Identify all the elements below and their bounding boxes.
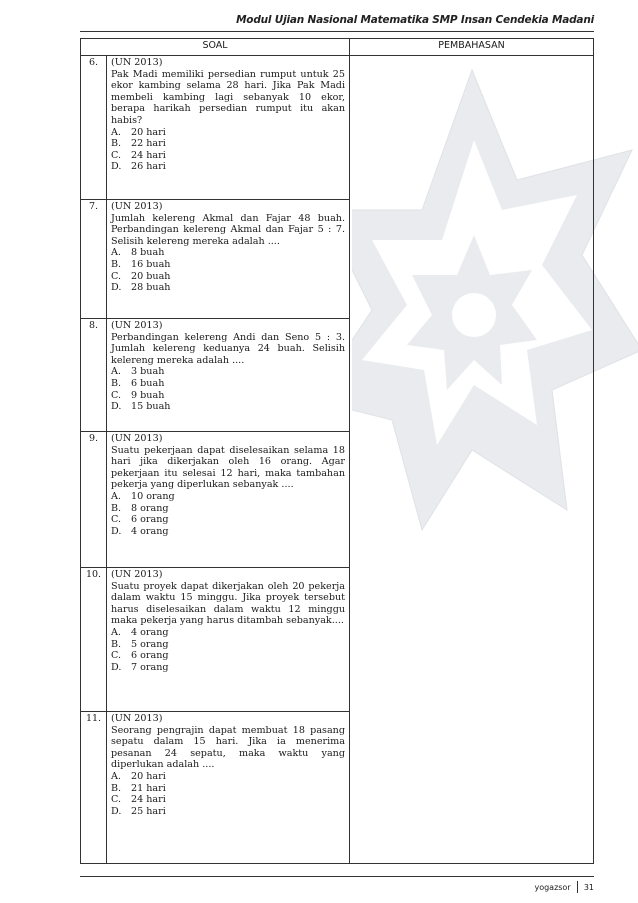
option-text: 20 buah (131, 270, 171, 282)
option-d (111, 662, 345, 674)
option-d (111, 282, 345, 294)
option-d (111, 161, 345, 173)
option-c (111, 150, 345, 162)
pembahasan-cell (350, 56, 594, 864)
option-text: 5 orang (131, 638, 169, 650)
question-cell (107, 56, 350, 200)
question-cell (107, 319, 350, 432)
option-a (111, 491, 345, 503)
option-c (111, 794, 345, 806)
question-source: (UN 2013) (111, 320, 163, 331)
option-letter: D. (111, 282, 122, 294)
question-text: Jumlah kelereng Akmal dan Fajar 48 buah. Perbandingan kelereng Akmal dan Fajar 5 : 7. Selisih kelereng mereka adalah .... (111, 212, 346, 247)
option-a (111, 127, 345, 139)
option-letter: D. (111, 401, 122, 413)
option-letter: D. (111, 805, 122, 817)
question-source: (UN 2013) (111, 433, 163, 444)
question-number: 8. (81, 319, 107, 432)
question-source: (UN 2013) (111, 57, 163, 68)
option-text: 8 buah (131, 247, 165, 259)
option-text: 15 buah (131, 401, 171, 413)
question-text: Pak Madi memiliki persedian rumput untuk 25 ekor kambing selama 28 hari. Jika Pak Madi membeli kambing lagi sebanyak 10 ekor, berapa harikah persedian rumput itu akan habis? (111, 68, 346, 126)
option-text: 25 hari (131, 805, 166, 817)
option-text: 24 hari (131, 794, 166, 806)
option-letter: A. (111, 366, 121, 378)
question-cell (107, 432, 350, 568)
option-c (111, 271, 345, 283)
footer-divider (80, 876, 594, 877)
option-letter: B. (111, 782, 122, 794)
question-cell (107, 712, 350, 864)
option-text: 16 buah (131, 258, 171, 270)
option-c (111, 514, 345, 526)
option-c (111, 390, 345, 402)
footer-author: yogazsor (534, 882, 571, 892)
footer-separator (577, 881, 578, 893)
option-a (111, 247, 345, 259)
option-text: 20 hari (131, 770, 166, 782)
question-text: Suatu pekerjaan dapat diselesaikan selama 18 hari jika dikerjakan oleh 16 orang. Agar pekerjaan itu selesai 12 hari, maka tambahan pekerja yang diperlukan sebanyak .... (111, 444, 346, 491)
option-text: 9 buah (131, 389, 165, 401)
header-divider (80, 31, 594, 32)
option-letter: D. (111, 161, 122, 173)
question-text: Suatu proyek dapat dikerjakan oleh 20 pekerja dalam waktu 15 minggu. Jika proyek tersebut harus diselesaikan dalam waktu 12 minggu maka pekerja yang harus ditambah sebanyak.... (111, 580, 346, 627)
question-number: 9. (81, 432, 107, 568)
option-letter: B. (111, 258, 122, 270)
option-text: 10 orang (131, 490, 175, 502)
question-source: (UN 2013) (111, 569, 163, 580)
option-text: 20 hari (131, 126, 166, 138)
table-row (81, 56, 594, 200)
question-text: Seorang pengrajin dapat membuat 18 pasang sepatu dalam 15 hari. Jika ia menerima pesanan 24 sepatu, maka waktu yang diperlukan adalah .... (111, 724, 346, 771)
option-text: 4 orang (131, 525, 169, 537)
option-b (111, 783, 345, 795)
option-letter: C. (111, 149, 122, 161)
option-b (111, 259, 345, 271)
option-text: 4 orang (131, 626, 169, 638)
option-letter: B. (111, 138, 122, 150)
question-number: 6. (81, 56, 107, 200)
option-text: 21 hari (131, 782, 166, 794)
option-text: 26 hari (131, 161, 166, 173)
question-source: (UN 2013) (111, 201, 163, 212)
question-cell (107, 200, 350, 319)
column-header-soal: SOAL (81, 39, 350, 56)
option-letter: C. (111, 650, 122, 662)
option-letter: D. (111, 525, 122, 537)
option-letter: C. (111, 389, 122, 401)
option-letter: A. (111, 490, 121, 502)
question-text: Perbandingan kelereng Andi dan Seno 5 : 3. Jumlah kelereng keduanya 24 buah. Selisih kelereng mereka adalah .... (111, 331, 346, 366)
question-number: 10. (81, 568, 107, 712)
question-table (80, 38, 594, 864)
option-text: 6 orang (131, 650, 169, 662)
question-number: 7. (81, 200, 107, 319)
option-letter: A. (111, 626, 121, 638)
question-source: (UN 2013) (111, 713, 163, 724)
option-b (111, 378, 345, 390)
option-text: 7 orang (131, 661, 169, 673)
option-c (111, 650, 345, 662)
option-b (111, 503, 345, 515)
question-number: 11. (81, 712, 107, 864)
option-b (111, 138, 345, 150)
option-letter: A. (111, 247, 121, 259)
option-d (111, 526, 345, 538)
option-text: 28 buah (131, 282, 171, 294)
option-letter: D. (111, 661, 122, 673)
option-text: 24 hari (131, 149, 166, 161)
option-text: 6 buah (131, 377, 165, 389)
option-letter: A. (111, 126, 121, 138)
option-text: 3 buah (131, 366, 165, 378)
option-text: 6 orang (131, 514, 169, 526)
page-number: 31 (583, 882, 594, 892)
page-header-title: Modul Ujian Nasional Matematika SMP Insan Cendekia Madani (236, 14, 594, 26)
table-header-row (81, 39, 594, 56)
option-a (111, 771, 345, 783)
option-text: 8 orang (131, 502, 169, 514)
option-d (111, 806, 345, 818)
option-b (111, 639, 345, 651)
option-a (111, 366, 345, 378)
option-d (111, 401, 345, 413)
option-a (111, 627, 345, 639)
option-letter: B. (111, 377, 122, 389)
page-footer (534, 881, 594, 893)
option-text: 22 hari (131, 138, 166, 150)
option-letter: C. (111, 794, 122, 806)
option-letter: A. (111, 770, 121, 782)
option-letter: C. (111, 270, 122, 282)
column-header-pembahasan: PEMBAHASAN (350, 39, 594, 56)
option-letter: B. (111, 502, 122, 514)
option-letter: B. (111, 638, 122, 650)
question-cell (107, 568, 350, 712)
option-letter: C. (111, 514, 122, 526)
